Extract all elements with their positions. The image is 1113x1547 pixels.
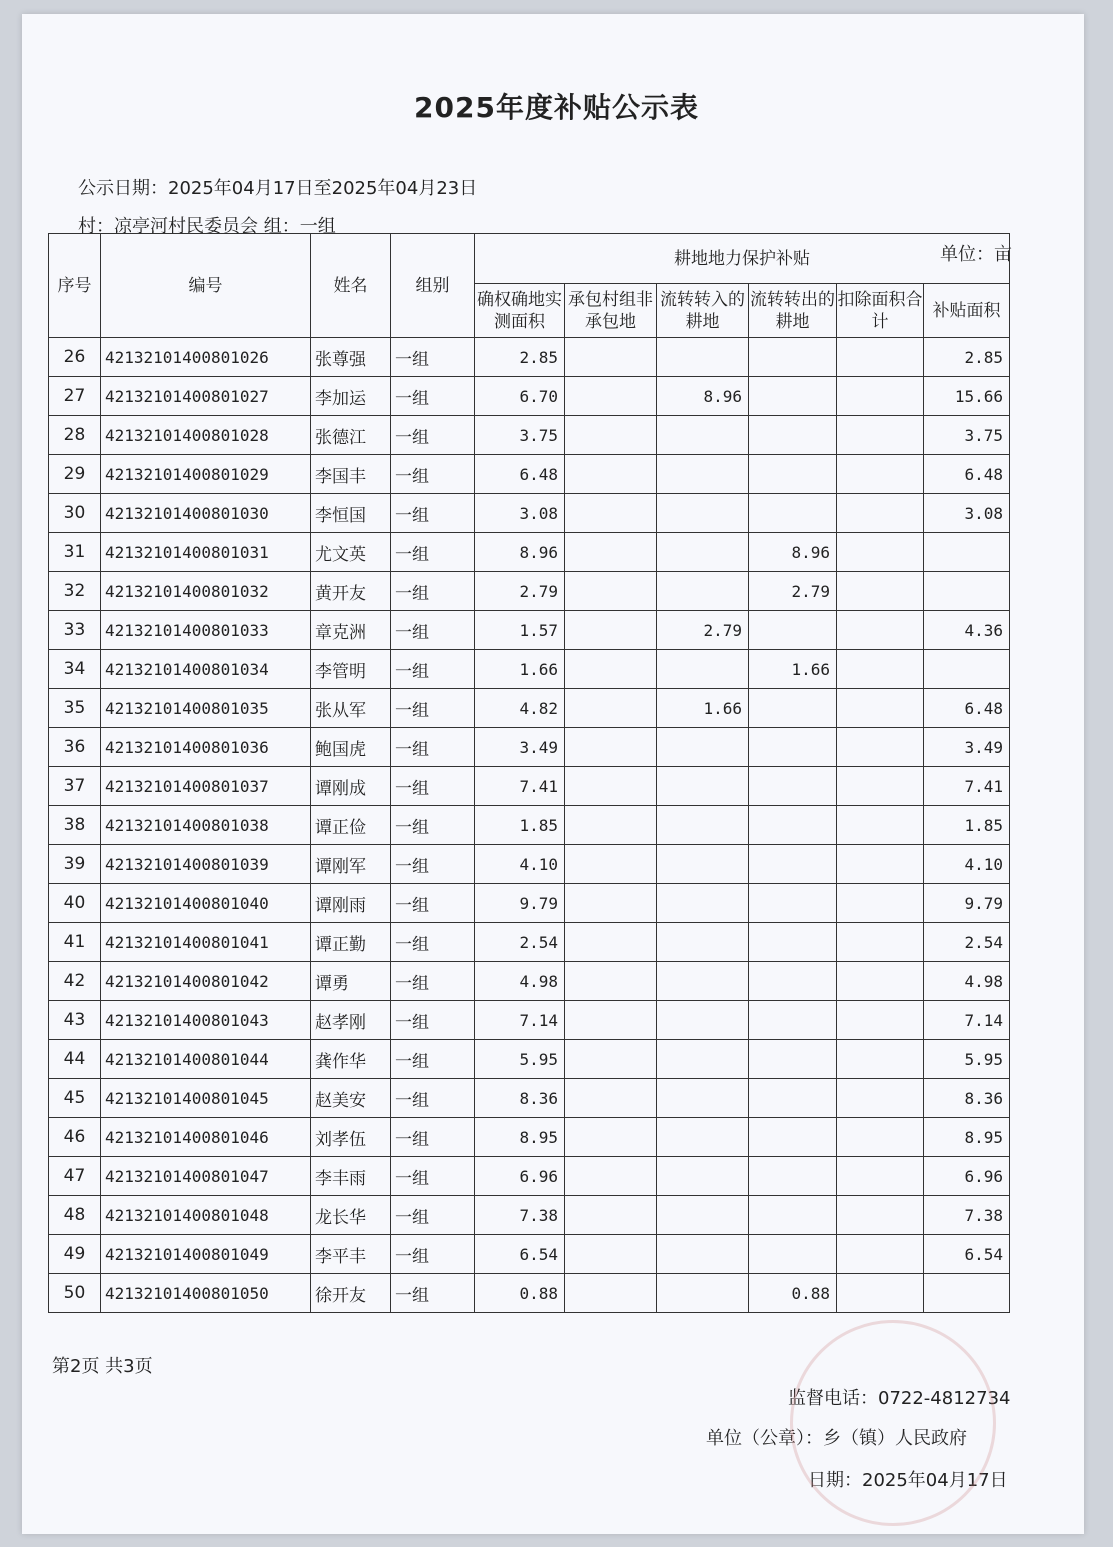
cell-name: 李平丰: [311, 1235, 391, 1274]
cell-nonfarm: [565, 416, 657, 455]
cell-seq: 50: [49, 1274, 101, 1313]
cell-seq: 48: [49, 1196, 101, 1235]
cell-code: 42132101400801035: [101, 689, 311, 728]
cell-nonfarm: [565, 611, 657, 650]
cell-seq: 43: [49, 1001, 101, 1040]
header-sub-area: 确权确地实测面积: [475, 284, 565, 338]
cell-code: 42132101400801026: [101, 338, 311, 377]
cell-code: 42132101400801032: [101, 572, 311, 611]
cell-group: 一组: [391, 923, 475, 962]
official-seal: [790, 1320, 996, 1526]
cell-group: 一组: [391, 845, 475, 884]
cell-subsidy: 7.41: [924, 767, 1010, 806]
cell-code: 42132101400801028: [101, 416, 311, 455]
cell-out: [749, 416, 837, 455]
cell-nonfarm: [565, 845, 657, 884]
cell-group: 一组: [391, 884, 475, 923]
cell-deduct: [837, 767, 924, 806]
cell-out: 1.66: [749, 650, 837, 689]
cell-subsidy: 15.66: [924, 377, 1010, 416]
cell-out: [749, 1157, 837, 1196]
table-row: [49, 1079, 1010, 1118]
cell-name: 谭正勤: [311, 923, 391, 962]
header-code: 编号: [101, 234, 311, 338]
cell-subsidy: 5.95: [924, 1040, 1010, 1079]
cell-seq: 49: [49, 1235, 101, 1274]
table-row: [49, 494, 1010, 533]
cell-deduct: [837, 1235, 924, 1274]
cell-subsidy: [924, 650, 1010, 689]
cell-area: 1.85: [475, 806, 565, 845]
cell-subsidy: 3.75: [924, 416, 1010, 455]
village-group: 村：凉亭河村民委员会 组：一组: [78, 216, 336, 237]
cell-area: 8.96: [475, 533, 565, 572]
cell-deduct: [837, 1118, 924, 1157]
header-main: 耕地地力保护补贴: [475, 234, 1010, 284]
cell-seq: 31: [49, 533, 101, 572]
cell-subsidy: [924, 533, 1010, 572]
cell-deduct: [837, 494, 924, 533]
cell-in: [657, 338, 749, 377]
header-sub-out: 流转转出的耕地: [749, 284, 837, 338]
sign-date: 日期：2025年04月17日: [808, 1470, 1008, 1491]
cell-nonfarm: [565, 650, 657, 689]
cell-nonfarm: [565, 1001, 657, 1040]
cell-group: 一组: [391, 494, 475, 533]
cell-seq: 47: [49, 1157, 101, 1196]
header-sub-deduct: 扣除面积合计: [837, 284, 924, 338]
table-row: [49, 689, 1010, 728]
cell-subsidy: 6.96: [924, 1157, 1010, 1196]
cell-nonfarm: [565, 1235, 657, 1274]
cell-group: 一组: [391, 767, 475, 806]
cell-in: [657, 455, 749, 494]
cell-in: [657, 1157, 749, 1196]
cell-group: 一组: [391, 611, 475, 650]
cell-area: 3.49: [475, 728, 565, 767]
cell-name: 龚作华: [311, 1040, 391, 1079]
cell-group: 一组: [391, 533, 475, 572]
cell-code: 42132101400801039: [101, 845, 311, 884]
cell-subsidy: 4.98: [924, 962, 1010, 1001]
table-row: [49, 962, 1010, 1001]
cell-name: 刘孝伍: [311, 1118, 391, 1157]
cell-code: 42132101400801041: [101, 923, 311, 962]
page-title: 2025年度补贴公示表: [414, 91, 699, 124]
cell-out: [749, 728, 837, 767]
cell-subsidy: 3.08: [924, 494, 1010, 533]
cell-area: 6.54: [475, 1235, 565, 1274]
header-sub-subsidy: 补贴面积: [924, 284, 1010, 338]
cell-in: [657, 845, 749, 884]
table-row: [49, 806, 1010, 845]
cell-in: [657, 1079, 749, 1118]
cell-nonfarm: [565, 962, 657, 1001]
cell-nonfarm: [565, 377, 657, 416]
cell-out: [749, 377, 837, 416]
cell-name: 赵孝刚: [311, 1001, 391, 1040]
cell-deduct: [837, 1040, 924, 1079]
cell-seq: 42: [49, 962, 101, 1001]
cell-deduct: [837, 884, 924, 923]
header-sub-in: 流转转入的耕地: [657, 284, 749, 338]
cell-deduct: [837, 1079, 924, 1118]
cell-nonfarm: [565, 494, 657, 533]
cell-name: 李国丰: [311, 455, 391, 494]
cell-deduct: [837, 689, 924, 728]
table-row: [49, 572, 1010, 611]
cell-subsidy: 8.36: [924, 1079, 1010, 1118]
cell-area: 3.75: [475, 416, 565, 455]
cell-code: 42132101400801038: [101, 806, 311, 845]
cell-deduct: [837, 533, 924, 572]
cell-seq: 46: [49, 1118, 101, 1157]
cell-nonfarm: [565, 923, 657, 962]
table-row: [49, 1235, 1010, 1274]
cell-group: 一组: [391, 806, 475, 845]
cell-subsidy: 7.14: [924, 1001, 1010, 1040]
cell-group: 一组: [391, 689, 475, 728]
cell-area: 5.95: [475, 1040, 565, 1079]
cell-area: 0.88: [475, 1274, 565, 1313]
header-name: 姓名: [311, 234, 391, 338]
cell-seq: 39: [49, 845, 101, 884]
cell-subsidy: 4.36: [924, 611, 1010, 650]
cell-deduct: [837, 455, 924, 494]
cell-out: [749, 767, 837, 806]
header-group: 组别: [391, 234, 475, 338]
page-info: 第2页 共3页: [52, 1356, 153, 1377]
cell-code: 42132101400801027: [101, 377, 311, 416]
cell-out: [749, 689, 837, 728]
cell-in: [657, 923, 749, 962]
cell-seq: 27: [49, 377, 101, 416]
cell-code: 42132101400801033: [101, 611, 311, 650]
cell-in: [657, 884, 749, 923]
table-row: [49, 533, 1010, 572]
cell-in: [657, 1274, 749, 1313]
cell-subsidy: [924, 1274, 1010, 1313]
table-row: [49, 455, 1010, 494]
cell-area: 2.54: [475, 923, 565, 962]
cell-deduct: [837, 611, 924, 650]
cell-name: 徐开友: [311, 1274, 391, 1313]
cell-seq: 34: [49, 650, 101, 689]
cell-area: 1.57: [475, 611, 565, 650]
cell-deduct: [837, 377, 924, 416]
cell-area: 6.48: [475, 455, 565, 494]
cell-subsidy: 4.10: [924, 845, 1010, 884]
cell-nonfarm: [565, 533, 657, 572]
cell-name: 谭正俭: [311, 806, 391, 845]
cell-nonfarm: [565, 884, 657, 923]
cell-nonfarm: [565, 1118, 657, 1157]
cell-nonfarm: [565, 1157, 657, 1196]
cell-area: 4.10: [475, 845, 565, 884]
cell-in: [657, 572, 749, 611]
cell-area: 6.70: [475, 377, 565, 416]
cell-nonfarm: [565, 1040, 657, 1079]
cell-seq: 32: [49, 572, 101, 611]
cell-group: 一组: [391, 377, 475, 416]
cell-code: 42132101400801029: [101, 455, 311, 494]
cell-code: 42132101400801047: [101, 1157, 311, 1196]
cell-nonfarm: [565, 572, 657, 611]
cell-out: [749, 962, 837, 1001]
cell-name: 张尊强: [311, 338, 391, 377]
cell-seq: 37: [49, 767, 101, 806]
cell-group: 一组: [391, 1196, 475, 1235]
table-row: [49, 767, 1010, 806]
cell-code: 42132101400801036: [101, 728, 311, 767]
cell-name: 张德江: [311, 416, 391, 455]
cell-seq: 36: [49, 728, 101, 767]
cell-deduct: [837, 728, 924, 767]
cell-out: [749, 884, 837, 923]
cell-name: 李加运: [311, 377, 391, 416]
cell-group: 一组: [391, 1157, 475, 1196]
cell-name: 谭刚军: [311, 845, 391, 884]
cell-seq: 35: [49, 689, 101, 728]
cell-area: 9.79: [475, 884, 565, 923]
cell-subsidy: 1.85: [924, 806, 1010, 845]
cell-in: [657, 1196, 749, 1235]
table-row: [49, 1001, 1010, 1040]
cell-in: 2.79: [657, 611, 749, 650]
cell-group: 一组: [391, 1235, 475, 1274]
cell-name: 鲍国虎: [311, 728, 391, 767]
cell-nonfarm: [565, 1079, 657, 1118]
cell-seq: 29: [49, 455, 101, 494]
cell-seq: 28: [49, 416, 101, 455]
cell-code: 42132101400801042: [101, 962, 311, 1001]
table-row: [49, 845, 1010, 884]
cell-deduct: [837, 962, 924, 1001]
cell-seq: 30: [49, 494, 101, 533]
cell-deduct: [837, 923, 924, 962]
cell-subsidy: 6.48: [924, 455, 1010, 494]
cell-out: [749, 1118, 837, 1157]
cell-name: 李丰雨: [311, 1157, 391, 1196]
cell-seq: 40: [49, 884, 101, 923]
cell-out: [749, 611, 837, 650]
cell-deduct: [837, 806, 924, 845]
cell-group: 一组: [391, 1079, 475, 1118]
cell-code: 42132101400801037: [101, 767, 311, 806]
cell-group: 一组: [391, 1001, 475, 1040]
cell-name: 龙长华: [311, 1196, 391, 1235]
cell-seq: 41: [49, 923, 101, 962]
cell-nonfarm: [565, 455, 657, 494]
cell-in: [657, 728, 749, 767]
cell-deduct: [837, 1274, 924, 1313]
cell-area: 4.82: [475, 689, 565, 728]
cell-deduct: [837, 1157, 924, 1196]
table-row: [49, 1196, 1010, 1235]
cell-code: 42132101400801046: [101, 1118, 311, 1157]
table-row: [49, 650, 1010, 689]
cell-deduct: [837, 338, 924, 377]
cell-in: [657, 1118, 749, 1157]
cell-name: 尤文英: [311, 533, 391, 572]
cell-area: 4.98: [475, 962, 565, 1001]
table-row: [49, 728, 1010, 767]
cell-name: 李恒国: [311, 494, 391, 533]
cell-deduct: [837, 845, 924, 884]
table-row: [49, 1274, 1010, 1313]
table-row: [49, 377, 1010, 416]
unit-label: 单位：亩: [940, 244, 1012, 265]
cell-seq: 26: [49, 338, 101, 377]
cell-out: [749, 923, 837, 962]
cell-name: 章克洲: [311, 611, 391, 650]
cell-name: 谭刚雨: [311, 884, 391, 923]
cell-in: 1.66: [657, 689, 749, 728]
cell-seq: 44: [49, 1040, 101, 1079]
cell-deduct: [837, 416, 924, 455]
cell-code: 42132101400801040: [101, 884, 311, 923]
cell-group: 一组: [391, 1040, 475, 1079]
cell-group: 一组: [391, 338, 475, 377]
cell-code: 42132101400801045: [101, 1079, 311, 1118]
cell-group: 一组: [391, 572, 475, 611]
cell-in: [657, 650, 749, 689]
supervision-phone: 监督电话：0722-4812734: [788, 1388, 1011, 1409]
cell-code: 42132101400801031: [101, 533, 311, 572]
cell-subsidy: 2.85: [924, 338, 1010, 377]
cell-seq: 38: [49, 806, 101, 845]
cell-out: [749, 455, 837, 494]
cell-nonfarm: [565, 689, 657, 728]
cell-seq: 33: [49, 611, 101, 650]
cell-out: 8.96: [749, 533, 837, 572]
cell-subsidy: 6.54: [924, 1235, 1010, 1274]
cell-in: [657, 1001, 749, 1040]
cell-area: 2.85: [475, 338, 565, 377]
table-row: [49, 884, 1010, 923]
cell-name: 谭刚成: [311, 767, 391, 806]
cell-nonfarm: [565, 767, 657, 806]
cell-subsidy: 6.48: [924, 689, 1010, 728]
cell-group: 一组: [391, 962, 475, 1001]
table-row: [49, 1118, 1010, 1157]
cell-area: 3.08: [475, 494, 565, 533]
cell-deduct: [837, 1001, 924, 1040]
table-row: [49, 1040, 1010, 1079]
cell-code: 42132101400801048: [101, 1196, 311, 1235]
cell-area: 1.66: [475, 650, 565, 689]
cell-out: [749, 845, 837, 884]
cell-subsidy: [924, 572, 1010, 611]
table-row: [49, 923, 1010, 962]
cell-in: [657, 533, 749, 572]
cell-code: 42132101400801034: [101, 650, 311, 689]
table-row: [49, 416, 1010, 455]
cell-in: [657, 962, 749, 1001]
cell-out: [749, 1235, 837, 1274]
cell-subsidy: 9.79: [924, 884, 1010, 923]
cell-subsidy: 8.95: [924, 1118, 1010, 1157]
cell-area: 7.38: [475, 1196, 565, 1235]
cell-area: 8.95: [475, 1118, 565, 1157]
cell-subsidy: 7.38: [924, 1196, 1010, 1235]
subsidy-table: [48, 233, 1010, 1313]
cell-area: 7.14: [475, 1001, 565, 1040]
cell-name: 谭勇: [311, 962, 391, 1001]
cell-out: [749, 338, 837, 377]
cell-in: [657, 1235, 749, 1274]
cell-deduct: [837, 650, 924, 689]
cell-out: 2.79: [749, 572, 837, 611]
cell-deduct: [837, 572, 924, 611]
cell-code: 42132101400801050: [101, 1274, 311, 1313]
cell-name: 李管明: [311, 650, 391, 689]
table-row: [49, 1157, 1010, 1196]
cell-name: 张从军: [311, 689, 391, 728]
cell-out: [749, 806, 837, 845]
cell-area: 7.41: [475, 767, 565, 806]
cell-area: 6.96: [475, 1157, 565, 1196]
cell-out: [749, 1001, 837, 1040]
cell-code: 42132101400801049: [101, 1235, 311, 1274]
cell-in: [657, 1040, 749, 1079]
table-row: [49, 611, 1010, 650]
cell-area: 2.79: [475, 572, 565, 611]
table-row: [49, 338, 1010, 377]
cell-out: [749, 1196, 837, 1235]
cell-group: 一组: [391, 1118, 475, 1157]
cell-group: 一组: [391, 650, 475, 689]
cell-group: 一组: [391, 728, 475, 767]
cell-seq: 45: [49, 1079, 101, 1118]
cell-in: [657, 767, 749, 806]
cell-code: 42132101400801030: [101, 494, 311, 533]
cell-name: 黄开友: [311, 572, 391, 611]
cell-code: 42132101400801044: [101, 1040, 311, 1079]
cell-group: 一组: [391, 1274, 475, 1313]
cell-nonfarm: [565, 1196, 657, 1235]
cell-in: [657, 806, 749, 845]
cell-name: 赵美安: [311, 1079, 391, 1118]
cell-in: [657, 416, 749, 455]
cell-code: 42132101400801043: [101, 1001, 311, 1040]
cell-group: 一组: [391, 416, 475, 455]
cell-in: [657, 494, 749, 533]
cell-nonfarm: [565, 806, 657, 845]
cell-deduct: [837, 1196, 924, 1235]
header-seq: 序号: [49, 234, 101, 338]
cell-subsidy: 2.54: [924, 923, 1010, 962]
cell-in: 8.96: [657, 377, 749, 416]
cell-group: 一组: [391, 455, 475, 494]
cell-subsidy: 3.49: [924, 728, 1010, 767]
cell-area: 8.36: [475, 1079, 565, 1118]
cell-nonfarm: [565, 1274, 657, 1313]
cell-nonfarm: [565, 728, 657, 767]
cell-nonfarm: [565, 338, 657, 377]
header-sub-nonfarm: 承包村组非承包地: [565, 284, 657, 338]
notice-date: 公示日期：2025年04月17日至2025年04月23日: [78, 178, 478, 199]
cell-out: [749, 1040, 837, 1079]
cell-out: [749, 1079, 837, 1118]
cell-out: 0.88: [749, 1274, 837, 1313]
issuing-unit: 单位（公章）：乡（镇）人民政府: [706, 1428, 967, 1449]
cell-out: [749, 494, 837, 533]
